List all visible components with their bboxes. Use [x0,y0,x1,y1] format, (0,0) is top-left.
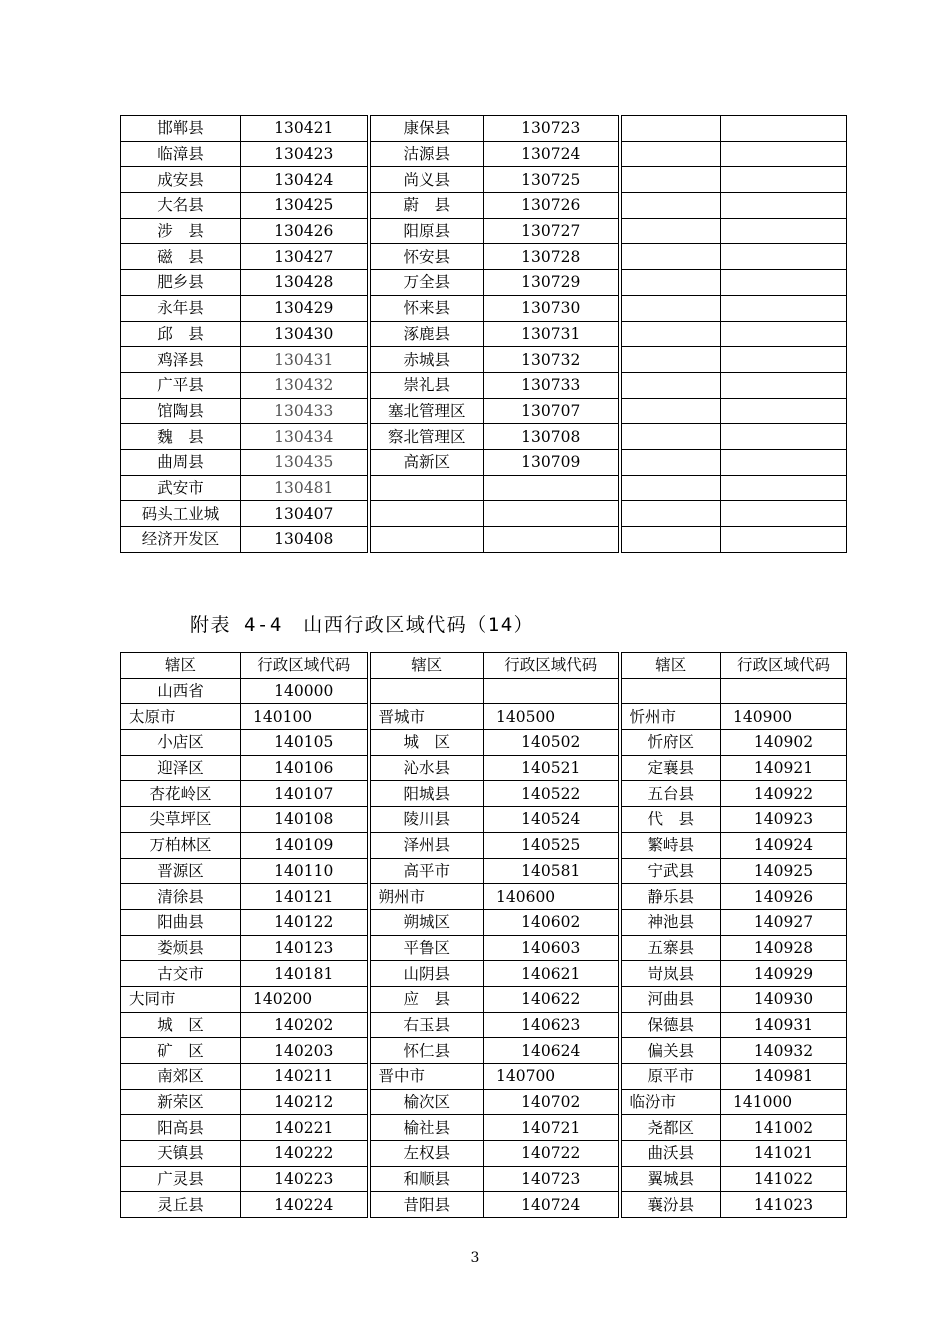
district-name-cell: 蔚 县 [369,193,484,219]
table-row [121,678,847,704]
region-code-cell [721,424,847,450]
region-code-cell [721,321,847,347]
district-name-cell [369,527,484,553]
region-code-cell: 140927 [721,909,847,935]
table-row [121,884,847,910]
district-name-cell: 魏 县 [121,424,241,450]
table-row [121,986,847,1012]
region-code-cell: 130727 [484,218,620,244]
region-code-cell: 140621 [484,961,620,987]
region-code-cell: 141023 [721,1192,847,1218]
district-name-cell: 临漳县 [121,141,241,167]
district-name-cell: 码头工业城 [121,501,241,527]
region-code-cell: 140900 [721,704,847,730]
district-name-cell: 鸡泽县 [121,347,241,373]
region-code-cell [721,295,847,321]
region-code-cell: 130726 [484,193,620,219]
district-name-cell: 小店区 [121,730,241,756]
region-code-cell: 140107 [241,781,369,807]
district-name-cell [369,678,484,704]
region-code-cell [721,218,847,244]
district-name-cell [620,372,721,398]
region-code-cell: 130725 [484,167,620,193]
district-name-cell: 原平市 [620,1064,721,1090]
district-name-cell: 襄汾县 [620,1192,721,1218]
district-name-cell: 太原市 [121,704,241,730]
district-name-cell: 忻府区 [620,730,721,756]
district-name-cell: 怀安县 [369,244,484,270]
region-code-cell: 130408 [241,527,369,553]
region-code-cell: 140109 [241,832,369,858]
district-name-cell: 河曲县 [620,986,721,1012]
district-name-cell: 宁武县 [620,858,721,884]
table-row [121,1038,847,1064]
district-name-cell: 成安县 [121,167,241,193]
district-name-cell [620,321,721,347]
region-code-cell [721,347,847,373]
district-name-cell: 定襄县 [620,755,721,781]
district-name-cell: 应 县 [369,986,484,1012]
district-name-cell [620,116,721,142]
header-district: 辖区 [121,653,241,679]
region-code-cell: 140200 [241,986,369,1012]
region-code-cell: 140602 [484,909,620,935]
header-code: 行政区域代码 [721,653,847,679]
table-row [121,424,847,450]
table-row [121,295,847,321]
district-name-cell: 代 县 [620,807,721,833]
table-row [121,935,847,961]
district-name-cell [620,193,721,219]
district-name-cell: 清徐县 [121,884,241,910]
district-name-cell: 高平市 [369,858,484,884]
district-name-cell: 塞北管理区 [369,398,484,424]
district-name-cell: 山西省 [121,678,241,704]
page-number: 3 [470,1250,480,1266]
region-code-cell: 140521 [484,755,620,781]
district-name-cell: 天镇县 [121,1141,241,1167]
district-name-cell: 广灵县 [121,1166,241,1192]
district-name-cell: 偏关县 [620,1038,721,1064]
table-row [121,858,847,884]
county-code-table-continued [120,115,847,553]
region-code-cell: 141022 [721,1166,847,1192]
region-code-cell: 130430 [241,321,369,347]
district-name-cell: 武安市 [121,475,241,501]
region-code-cell: 130428 [241,270,369,296]
district-name-cell: 馆陶县 [121,398,241,424]
district-name-cell: 榆社县 [369,1115,484,1141]
region-code-cell: 130732 [484,347,620,373]
region-code-cell: 140700 [484,1064,620,1090]
region-code-cell: 140932 [721,1038,847,1064]
region-code-cell: 130433 [241,398,369,424]
region-code-cell: 130709 [484,449,620,475]
region-code-cell: 141021 [721,1141,847,1167]
region-code-cell: 140123 [241,935,369,961]
region-code-cell: 140223 [241,1166,369,1192]
table-row [121,1166,847,1192]
region-code-cell: 140121 [241,884,369,910]
district-name-cell: 广平县 [121,372,241,398]
district-name-cell: 经济开发区 [121,527,241,553]
region-code-cell [721,678,847,704]
district-name-cell [369,475,484,501]
region-code-cell: 140525 [484,832,620,858]
region-code-cell: 140108 [241,807,369,833]
district-name-cell [620,295,721,321]
table-row [121,961,847,987]
region-code-cell: 130729 [484,270,620,296]
shanxi-region-code-table [120,652,847,1218]
region-code-cell: 140221 [241,1115,369,1141]
district-name-cell: 尧都区 [620,1115,721,1141]
district-name-cell: 曲沃县 [620,1141,721,1167]
district-name-cell: 娄烦县 [121,935,241,961]
region-code-cell: 140603 [484,935,620,961]
region-code-cell: 140929 [721,961,847,987]
table-row [121,909,847,935]
district-name-cell: 阳高县 [121,1115,241,1141]
district-name-cell [620,501,721,527]
region-code-cell: 130724 [484,141,620,167]
district-name-cell: 邯郸县 [121,116,241,142]
district-name-cell: 康保县 [369,116,484,142]
district-name-cell: 南郊区 [121,1064,241,1090]
region-code-cell: 130427 [241,244,369,270]
district-name-cell: 邱 县 [121,321,241,347]
region-code-cell: 140702 [484,1089,620,1115]
table-row [121,398,847,424]
district-name-cell [620,475,721,501]
region-code-cell: 140106 [241,755,369,781]
region-code-cell: 141000 [721,1089,847,1115]
region-code-cell: 141002 [721,1115,847,1141]
district-name-cell: 临汾市 [620,1089,721,1115]
region-code-cell: 140921 [721,755,847,781]
district-name-cell: 五寨县 [620,935,721,961]
region-code-cell: 130423 [241,141,369,167]
region-code-cell: 140222 [241,1141,369,1167]
district-name-cell: 永年县 [121,295,241,321]
region-code-cell: 130723 [484,116,620,142]
district-name-cell: 涿鹿县 [369,321,484,347]
district-name-cell: 矿 区 [121,1038,241,1064]
region-code-cell: 140623 [484,1012,620,1038]
district-name-cell: 尖草坪区 [121,807,241,833]
table-row [121,347,847,373]
region-code-cell: 130432 [241,372,369,398]
table-row [121,501,847,527]
table-row [121,704,847,730]
district-name-cell [620,347,721,373]
region-code-cell: 140522 [484,781,620,807]
region-code-cell: 140923 [721,807,847,833]
region-code-cell: 140202 [241,1012,369,1038]
region-code-cell: 130407 [241,501,369,527]
region-code-cell [721,141,847,167]
table-row [121,116,847,142]
header-district: 辖区 [620,653,721,679]
region-code-cell: 130435 [241,449,369,475]
district-name-cell [620,218,721,244]
region-code-cell: 140723 [484,1166,620,1192]
table-row [121,1192,847,1218]
region-code-cell: 130425 [241,193,369,219]
district-name-cell: 迎泽区 [121,755,241,781]
region-code-cell: 130426 [241,218,369,244]
region-code-cell: 140500 [484,704,620,730]
district-name-cell: 高新区 [369,449,484,475]
district-name-cell: 大同市 [121,986,241,1012]
region-code-cell: 140724 [484,1192,620,1218]
region-code-cell: 140600 [484,884,620,910]
table-row [121,321,847,347]
table-row [121,527,847,553]
region-code-cell: 140981 [721,1064,847,1090]
region-code-cell: 140502 [484,730,620,756]
table-caption-shanxi: 附表 4-4 山西行政区域代码（14） [190,614,535,636]
region-code-cell: 140721 [484,1115,620,1141]
table-row [121,1012,847,1038]
region-code-cell [721,501,847,527]
region-code-cell: 140000 [241,678,369,704]
region-code-cell: 140931 [721,1012,847,1038]
table-row [121,218,847,244]
header-code: 行政区域代码 [241,653,369,679]
table-row [121,270,847,296]
district-name-cell [620,449,721,475]
region-code-cell: 130434 [241,424,369,450]
district-name-cell: 和顺县 [369,1166,484,1192]
table-row [121,193,847,219]
region-code-cell [721,193,847,219]
region-code-cell: 140902 [721,730,847,756]
district-name-cell: 新荣区 [121,1089,241,1115]
region-code-cell: 140624 [484,1038,620,1064]
district-name-cell: 翼城县 [620,1166,721,1192]
region-code-cell [484,475,620,501]
header-district: 辖区 [369,653,484,679]
table-row [121,449,847,475]
region-code-cell: 140203 [241,1038,369,1064]
region-code-cell [721,449,847,475]
district-name-cell: 朔州市 [369,884,484,910]
table-row [121,372,847,398]
district-name-cell: 杏花岭区 [121,781,241,807]
district-name-cell: 阳城县 [369,781,484,807]
district-name-cell: 城 区 [121,1012,241,1038]
district-name-cell: 神池县 [620,909,721,935]
region-code-cell: 140181 [241,961,369,987]
district-name-cell [620,398,721,424]
table-row [121,807,847,833]
region-code-cell [721,116,847,142]
region-code-cell: 140922 [721,781,847,807]
district-name-cell: 朔城区 [369,909,484,935]
region-code-cell: 140928 [721,935,847,961]
table-row [121,1089,847,1115]
district-name-cell: 晋城市 [369,704,484,730]
table-row [121,781,847,807]
region-code-cell [721,372,847,398]
district-name-cell: 万柏林区 [121,832,241,858]
district-name-cell: 泽州县 [369,832,484,858]
district-name-cell: 尚义县 [369,167,484,193]
table-row [121,1115,847,1141]
region-code-cell: 140924 [721,832,847,858]
table-row [121,755,847,781]
district-name-cell: 沁水县 [369,755,484,781]
district-name-cell: 榆次区 [369,1089,484,1115]
district-name-cell: 崇礼县 [369,372,484,398]
district-name-cell [620,424,721,450]
district-name-cell: 陵川县 [369,807,484,833]
region-code-cell: 140122 [241,909,369,935]
district-name-cell: 涉 县 [121,218,241,244]
table-row [121,475,847,501]
region-code-cell: 130421 [241,116,369,142]
region-code-cell: 140211 [241,1064,369,1090]
region-code-cell: 140100 [241,704,369,730]
header-code: 行政区域代码 [484,653,620,679]
region-code-cell [721,398,847,424]
region-code-cell: 130424 [241,167,369,193]
region-code-cell: 130708 [484,424,620,450]
region-code-cell: 130733 [484,372,620,398]
region-code-cell [484,678,620,704]
region-code-cell: 130731 [484,321,620,347]
district-name-cell: 昔阳县 [369,1192,484,1218]
district-name-cell: 古交市 [121,961,241,987]
district-name-cell: 阳曲县 [121,909,241,935]
region-code-cell: 140925 [721,858,847,884]
region-code-cell [721,527,847,553]
table-row [121,1064,847,1090]
district-name-cell [620,167,721,193]
region-code-cell: 130730 [484,295,620,321]
district-name-cell: 万全县 [369,270,484,296]
district-name-cell: 山阴县 [369,961,484,987]
district-name-cell: 怀仁县 [369,1038,484,1064]
district-name-cell: 赤城县 [369,347,484,373]
district-name-cell: 晋源区 [121,858,241,884]
region-code-cell [721,167,847,193]
region-code-cell [484,527,620,553]
region-code-cell: 140105 [241,730,369,756]
region-code-cell [721,475,847,501]
region-code-cell: 130431 [241,347,369,373]
district-name-cell: 保德县 [620,1012,721,1038]
district-name-cell: 阳原县 [369,218,484,244]
district-name-cell: 静乐县 [620,884,721,910]
district-name-cell: 城 区 [369,730,484,756]
district-name-cell: 忻州市 [620,704,721,730]
region-code-cell: 140581 [484,858,620,884]
region-code-cell: 140926 [721,884,847,910]
region-code-cell [484,501,620,527]
region-code-cell: 140524 [484,807,620,833]
district-name-cell [620,678,721,704]
region-code-cell: 140110 [241,858,369,884]
table-row [121,244,847,270]
district-name-cell: 磁 县 [121,244,241,270]
region-code-cell: 130481 [241,475,369,501]
table-row [121,832,847,858]
district-name-cell: 曲周县 [121,449,241,475]
region-code-cell: 140212 [241,1089,369,1115]
district-name-cell: 岢岚县 [620,961,721,987]
table-row [121,730,847,756]
region-code-cell: 140224 [241,1192,369,1218]
district-name-cell: 肥乡县 [121,270,241,296]
table-row [121,167,847,193]
district-name-cell: 沽源县 [369,141,484,167]
region-code-cell: 140930 [721,986,847,1012]
district-name-cell: 灵丘县 [121,1192,241,1218]
district-name-cell [620,141,721,167]
table-row [121,1141,847,1167]
region-code-cell: 140722 [484,1141,620,1167]
region-code-cell: 130429 [241,295,369,321]
district-name-cell: 五台县 [620,781,721,807]
region-code-cell [721,270,847,296]
region-code-cell [721,244,847,270]
district-name-cell: 左权县 [369,1141,484,1167]
district-name-cell: 怀来县 [369,295,484,321]
region-code-cell: 130728 [484,244,620,270]
district-name-cell: 平鲁区 [369,935,484,961]
district-name-cell [620,527,721,553]
district-name-cell [620,244,721,270]
district-name-cell: 繁峙县 [620,832,721,858]
district-name-cell [369,501,484,527]
district-name-cell: 右玉县 [369,1012,484,1038]
table-row [121,141,847,167]
region-code-cell: 130707 [484,398,620,424]
district-name-cell: 晋中市 [369,1064,484,1090]
region-code-cell: 140622 [484,986,620,1012]
district-name-cell [620,270,721,296]
district-name-cell: 大名县 [121,193,241,219]
table-header-row [121,653,847,679]
district-name-cell: 察北管理区 [369,424,484,450]
